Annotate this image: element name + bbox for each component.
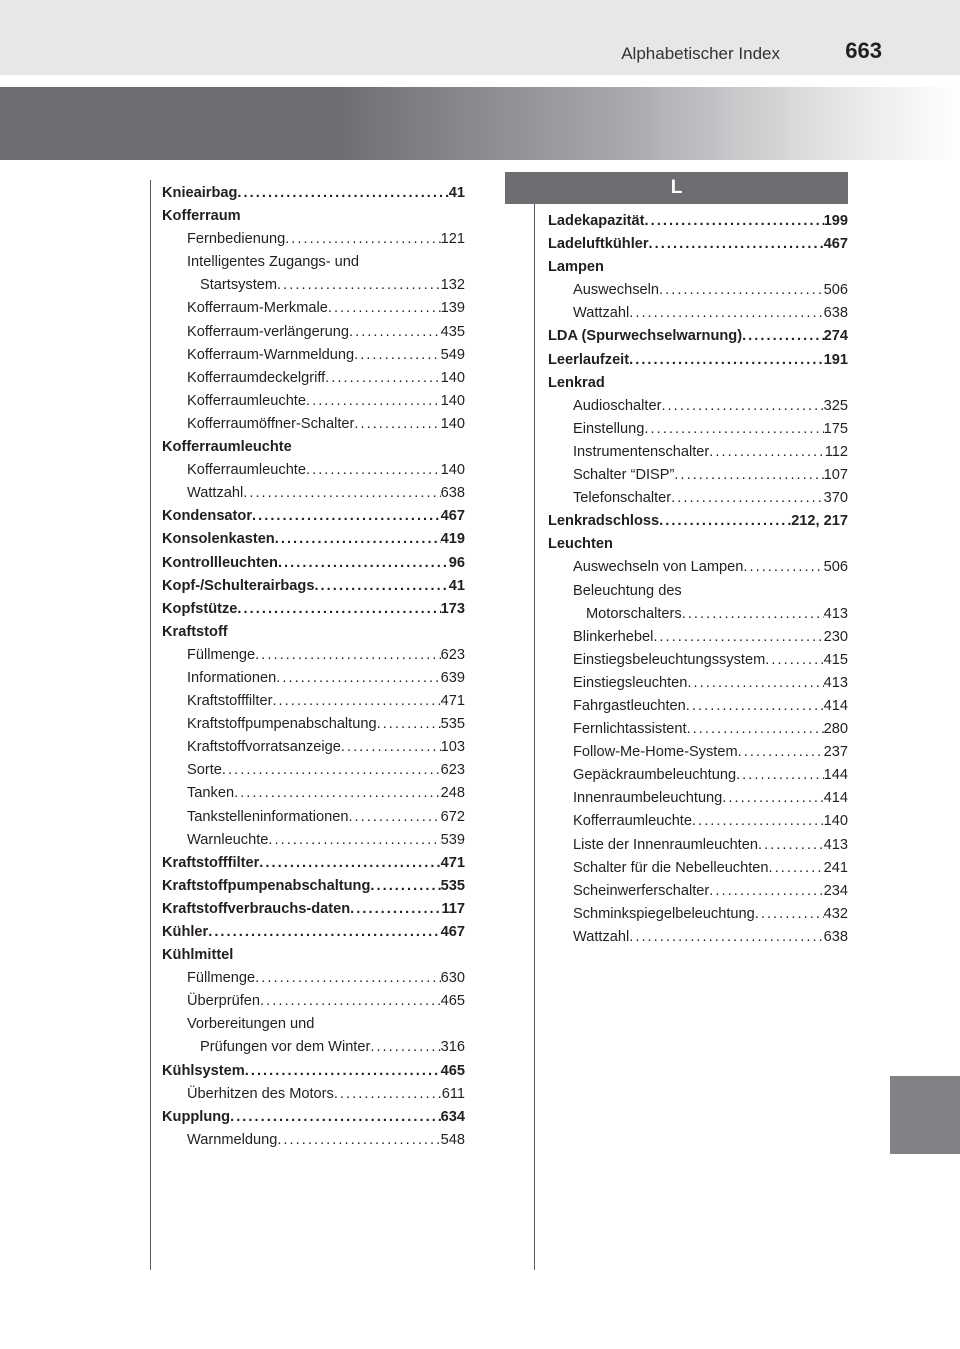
entry-term: Warnmeldung	[187, 1131, 278, 1148]
dot-leader	[208, 921, 440, 944]
index-subheading: Intelligentes Zugangs- und	[187, 254, 359, 271]
entry-page-number: 471	[440, 854, 465, 871]
entry-term: Kraftstoffpumpenabschaltung	[162, 877, 371, 894]
index-subentry	[162, 990, 465, 1013]
index-subentry	[162, 829, 465, 852]
entry-page-number: 316	[440, 1039, 465, 1056]
dot-leader	[370, 1036, 440, 1059]
entry-page-number: 413	[823, 836, 848, 853]
entry-page-number: 414	[823, 697, 848, 714]
index-subentry	[548, 556, 848, 579]
index-subentry	[548, 441, 848, 464]
dot-leader	[237, 182, 448, 205]
dot-leader	[659, 510, 791, 533]
running-title: Alphabetischer Index	[621, 44, 780, 63]
index-heading: Kühlmittel	[162, 947, 234, 964]
index-entry	[162, 1106, 465, 1129]
entry-page-number: 175	[823, 420, 848, 437]
entry-term: Kopfstütze	[162, 600, 238, 617]
index-entry	[162, 852, 465, 875]
index-heading: Lampen	[548, 259, 604, 276]
index-entry	[162, 505, 465, 528]
entry-term: Kühler	[162, 924, 209, 940]
entry-page-number: 548	[440, 1131, 465, 1148]
dot-leader	[276, 667, 440, 690]
entry-page-number: 112	[824, 443, 848, 460]
dot-leader	[268, 829, 440, 852]
header-band	[0, 0, 960, 75]
entry-page-number: 419	[440, 531, 465, 548]
entry-term: Ladeluftkühler	[548, 236, 649, 253]
entry-term: Kofferraum-Warnmeldung	[187, 346, 355, 363]
entry-term: Wattzahl	[573, 305, 630, 322]
dot-leader	[349, 321, 441, 344]
entry-page-number: 413	[823, 674, 848, 691]
index-entry	[162, 898, 465, 921]
index-subentry	[548, 764, 848, 787]
dot-leader	[686, 695, 824, 718]
dot-leader	[769, 857, 824, 880]
entry-term: Ladekapazität	[548, 213, 645, 229]
index-subentry	[548, 741, 848, 764]
index-subentry	[548, 649, 848, 672]
index-subheading: Beleuchtung des	[573, 582, 682, 599]
entry-page-number: 539	[440, 831, 465, 848]
index-entry	[548, 233, 848, 256]
dot-leader	[653, 626, 823, 649]
entry-page-number: 465	[440, 993, 465, 1010]
dot-leader	[722, 787, 823, 810]
dot-leader	[334, 1083, 442, 1106]
decorative-gradient-band	[0, 87, 960, 160]
dot-leader	[645, 210, 824, 233]
dot-leader	[377, 713, 441, 736]
index-subentry	[162, 1083, 465, 1106]
entry-term: Einstiegsbeleuchtungssystem	[573, 651, 766, 668]
dot-leader	[649, 233, 824, 256]
entry-term: Scheinwerferschalter	[573, 882, 710, 899]
index-subentry	[548, 418, 848, 441]
entry-page-number: 140	[440, 415, 465, 432]
index-subentry	[548, 279, 848, 302]
page-number: 663	[845, 38, 882, 63]
index-entry	[162, 552, 465, 575]
index-subentry	[548, 487, 848, 510]
index-subheading: Vorbereitungen und	[187, 1016, 315, 1033]
index-subentry	[162, 482, 465, 505]
index-heading: Leuchten	[548, 536, 613, 553]
entry-term: Wattzahl	[187, 485, 244, 502]
entry-term: Fahrgastleuchten	[573, 697, 686, 714]
index-subentry	[162, 759, 465, 782]
entry-term: Kupplung	[162, 1108, 231, 1125]
entry-page-number: 139	[440, 300, 465, 317]
dot-leader	[692, 810, 824, 833]
entry-page-number: 237	[823, 744, 848, 761]
entry-term: Instrumentenschalter	[573, 443, 710, 460]
entry-term: Einstiegsleuchten	[573, 674, 688, 691]
dot-leader	[260, 990, 441, 1013]
index-entry	[162, 182, 465, 205]
index-subentry	[162, 274, 465, 297]
entry-page-number: 467	[440, 924, 465, 940]
index-subentry	[162, 367, 465, 390]
index-heading: Kraftstoff	[162, 623, 228, 640]
index-entry	[548, 349, 848, 372]
index-heading: Lenkrad	[548, 374, 605, 391]
dot-leader	[314, 575, 448, 598]
entry-term: Auswechseln von Lampen	[573, 559, 744, 576]
index-subentry	[162, 1129, 465, 1152]
entry-term: Gepäckraumbeleuchtung	[573, 767, 737, 784]
index-subentry	[162, 297, 465, 320]
dot-leader	[629, 302, 823, 325]
dot-leader	[285, 228, 440, 251]
entry-term: Kraftstoffvorratsanzeige	[187, 739, 341, 756]
entry-term: Schalter für die Nebelleuchten	[573, 859, 769, 876]
index-subentry	[162, 667, 465, 690]
entry-page-number: 234	[823, 882, 848, 899]
entry-page-number: 144	[823, 767, 848, 784]
entry-page-number: 549	[440, 346, 465, 363]
entry-page-number: 140	[440, 462, 465, 479]
entry-term: Füllmenge	[187, 970, 256, 987]
entry-page-number: 191	[823, 351, 848, 368]
index-subentry	[162, 644, 465, 667]
dot-leader	[674, 464, 823, 487]
index-subentry	[162, 736, 465, 759]
dot-leader	[736, 764, 824, 787]
entry-page-number: 467	[823, 236, 848, 253]
index-subentry	[548, 857, 848, 880]
dot-leader	[709, 441, 824, 464]
entry-page-number: 325	[823, 397, 848, 414]
index-subentry	[548, 834, 848, 857]
entry-term: Tankstelleninformationen	[187, 808, 349, 825]
entry-page-number: 467	[440, 508, 465, 525]
entry-term: Konsolenkasten	[162, 531, 275, 548]
dot-leader	[709, 880, 823, 903]
dot-leader	[255, 967, 441, 990]
dot-leader	[243, 482, 440, 505]
entry-page-number: 107	[823, 467, 848, 484]
entry-page-number: 274	[823, 328, 848, 345]
entry-page-number: 623	[440, 646, 465, 663]
index-subentry	[548, 810, 848, 833]
index-subentry	[162, 1036, 465, 1059]
dot-leader	[259, 852, 440, 875]
index-subentry	[162, 459, 465, 482]
entry-page-number: 432	[823, 905, 848, 922]
dot-leader	[682, 603, 824, 626]
dot-leader	[738, 741, 824, 764]
dot-leader	[328, 297, 441, 320]
dot-leader	[245, 1060, 441, 1083]
entry-page-number: 121	[440, 231, 465, 248]
index-entry	[162, 1060, 465, 1083]
entry-page-number: 465	[440, 1062, 465, 1079]
entry-page-number: 506	[823, 559, 848, 576]
entry-term: Schalter “DISP”	[573, 467, 675, 484]
entry-page-number: 96	[448, 554, 465, 571]
entry-page-number: 241	[823, 859, 848, 876]
entry-term: Kofferraum-verlängerung	[187, 323, 349, 340]
index-subentry	[162, 390, 465, 413]
dot-leader	[325, 367, 440, 390]
index-entry	[162, 528, 465, 551]
index-subentry	[548, 695, 848, 718]
entry-term: Kraftstoffverbrauchs-daten	[162, 900, 351, 917]
index-subentry	[162, 321, 465, 344]
index-subentry	[548, 787, 848, 810]
entry-page-number: 623	[440, 762, 465, 779]
entry-page-number: 103	[440, 739, 465, 756]
index-column-right	[548, 210, 848, 949]
dot-leader	[758, 834, 824, 857]
entry-page-number: 140	[440, 392, 465, 409]
entry-page-number: 199	[823, 213, 848, 229]
entry-term: Sorte	[187, 762, 222, 779]
entry-term: Motorschalters	[586, 605, 682, 622]
entry-term: Liste der Innenraumleuchten	[573, 836, 758, 853]
entry-term: Füllmenge	[187, 646, 256, 663]
entry-page-number: 471	[440, 693, 465, 710]
index-subentry	[548, 302, 848, 325]
entry-page-number: 638	[823, 928, 848, 945]
index-subentry	[162, 344, 465, 367]
dot-leader	[348, 806, 440, 829]
entry-term: Wattzahl	[573, 928, 630, 945]
index-entry	[548, 510, 848, 533]
entry-page-number: 638	[823, 305, 848, 322]
entry-term: Innenraumbeleuchtung	[573, 790, 723, 807]
index-heading: Kofferraumleuchte	[162, 439, 292, 456]
dot-leader	[743, 556, 823, 579]
index-subentry	[548, 464, 848, 487]
dot-leader	[755, 903, 824, 926]
entry-page-number: 638	[440, 485, 465, 502]
entry-term: Blinkerhebel	[573, 628, 654, 645]
dot-leader	[234, 782, 441, 805]
entry-term: Kraftstoffpumpenabschaltung	[187, 716, 377, 733]
index-entry	[162, 921, 465, 944]
index-subentry	[162, 782, 465, 805]
entry-term: Warnleuchte	[187, 831, 269, 848]
entry-page-number: 414	[823, 790, 848, 807]
index-entry	[162, 598, 465, 621]
dot-leader	[687, 718, 824, 741]
index-subentry	[548, 395, 848, 418]
entry-term: Kofferraumdeckelgriff	[187, 369, 326, 386]
dot-leader	[661, 395, 823, 418]
dot-leader	[306, 390, 441, 413]
dot-leader	[629, 926, 823, 949]
entry-page-number: 230	[823, 628, 848, 645]
entry-page-number: 140	[823, 813, 848, 830]
entry-term: Startsystem	[200, 277, 278, 294]
entry-term: Schminkspiegelbeleuchtung	[573, 905, 755, 922]
entry-page-number: 370	[823, 490, 848, 507]
left-column-rule	[150, 180, 151, 1270]
entry-page-number: 132	[440, 277, 465, 294]
index-entry	[548, 210, 848, 233]
entry-page-number: 611	[441, 1085, 465, 1102]
dot-leader	[255, 644, 441, 667]
entry-page-number: 535	[440, 716, 465, 733]
entry-term: Einstellung	[573, 420, 645, 437]
dot-leader	[765, 649, 823, 672]
dot-leader	[230, 1106, 441, 1129]
index-entry	[162, 875, 465, 898]
entry-page-number: 506	[823, 282, 848, 299]
section-letter: L	[670, 177, 683, 198]
entry-term: Fernlichtassistent	[573, 721, 687, 738]
index-subentry	[548, 903, 848, 926]
index-column-left	[162, 182, 465, 1152]
index-subentry	[548, 880, 848, 903]
entry-term: Kraftstofffilter	[187, 693, 273, 710]
entry-page-number: 212, 217	[791, 513, 848, 530]
section-letter-header	[505, 172, 848, 204]
dot-leader	[742, 325, 824, 348]
index-subentry	[162, 228, 465, 251]
entry-term: Kofferraumöffner-Schalter	[187, 415, 355, 432]
index-subentry	[162, 413, 465, 436]
index-subentry	[548, 672, 848, 695]
index-heading: Kofferraum	[162, 208, 241, 225]
entry-term: Follow-Me-Home-System	[573, 744, 738, 761]
entry-term: Überhitzen des Motors	[187, 1085, 334, 1102]
entry-term: Überprüfen	[187, 993, 261, 1010]
dot-leader	[277, 1129, 440, 1152]
middle-column-rule	[534, 180, 535, 1270]
entry-page-number: 630	[440, 970, 465, 987]
entry-term: Kopf-/Schulterairbags	[162, 577, 315, 594]
index-entry	[548, 325, 848, 348]
entry-page-number: 248	[440, 785, 465, 802]
entry-term: Kondensator	[162, 508, 252, 525]
entry-term: Kraftstofffilter	[162, 854, 260, 871]
dot-leader	[275, 528, 441, 551]
dot-leader	[659, 279, 824, 302]
entry-page-number: 173	[440, 600, 465, 617]
entry-page-number: 535	[440, 877, 465, 894]
dot-leader	[252, 505, 441, 528]
dot-leader	[341, 736, 441, 759]
entry-page-number: 413	[823, 605, 848, 622]
entry-page-number: 672	[440, 808, 465, 825]
entry-term: Tanken	[187, 785, 235, 802]
index-subentry	[548, 718, 848, 741]
entry-term: Kofferraumleuchte	[187, 462, 306, 479]
entry-term: Kofferraum-Merkmale	[187, 300, 328, 317]
entry-term: Kofferraumleuchte	[187, 392, 306, 409]
entry-term: Auswechseln	[573, 282, 659, 299]
entry-term: Kühlsystem	[162, 1062, 245, 1079]
index-subentry	[548, 926, 848, 949]
entry-term: Informationen	[187, 669, 277, 686]
chapter-thumb-tab	[890, 1076, 960, 1154]
dot-leader	[687, 672, 823, 695]
entry-page-number: 41	[448, 577, 465, 594]
entry-term: Leerlaufzeit	[548, 351, 630, 368]
dot-leader	[629, 349, 824, 372]
entry-term: Prüfungen vor dem Winter	[200, 1039, 371, 1056]
dot-leader	[354, 344, 441, 367]
entry-term: Telefonschalter	[573, 490, 672, 507]
dot-leader	[671, 487, 823, 510]
entry-term: Fernbedienung	[187, 231, 286, 248]
entry-term: Knieairbag	[162, 185, 238, 201]
dot-leader	[370, 875, 440, 898]
dot-leader	[222, 759, 441, 782]
entry-term: LDA (Spurwechselwarnung)	[548, 328, 743, 345]
dot-leader	[644, 418, 823, 441]
dot-leader	[278, 552, 449, 575]
dot-leader	[306, 459, 441, 482]
entry-page-number: 41	[448, 185, 465, 201]
dot-leader	[277, 274, 441, 297]
entry-page-number: 117	[441, 900, 465, 917]
index-subentry	[162, 806, 465, 829]
entry-term: Audioschalter	[573, 397, 662, 414]
index-subentry	[548, 626, 848, 649]
index-subentry	[162, 713, 465, 736]
dot-leader	[350, 898, 441, 921]
entry-term: Kofferraumleuchte	[573, 813, 692, 830]
entry-page-number: 435	[440, 323, 465, 340]
index-subentry	[162, 690, 465, 713]
entry-page-number: 634	[440, 1108, 465, 1125]
dot-leader	[272, 690, 440, 713]
entry-term: Lenkradschloss	[548, 513, 660, 530]
index-entry	[162, 575, 465, 598]
entry-page-number: 639	[440, 669, 465, 686]
entry-term: Kontrollleuchten	[162, 554, 278, 571]
dot-leader	[354, 413, 440, 436]
index-subentry	[548, 603, 848, 626]
index-subentry	[162, 967, 465, 990]
dot-leader	[237, 598, 440, 621]
entry-page-number: 140	[440, 369, 465, 386]
entry-page-number: 280	[823, 721, 848, 738]
entry-page-number: 415	[823, 651, 848, 668]
